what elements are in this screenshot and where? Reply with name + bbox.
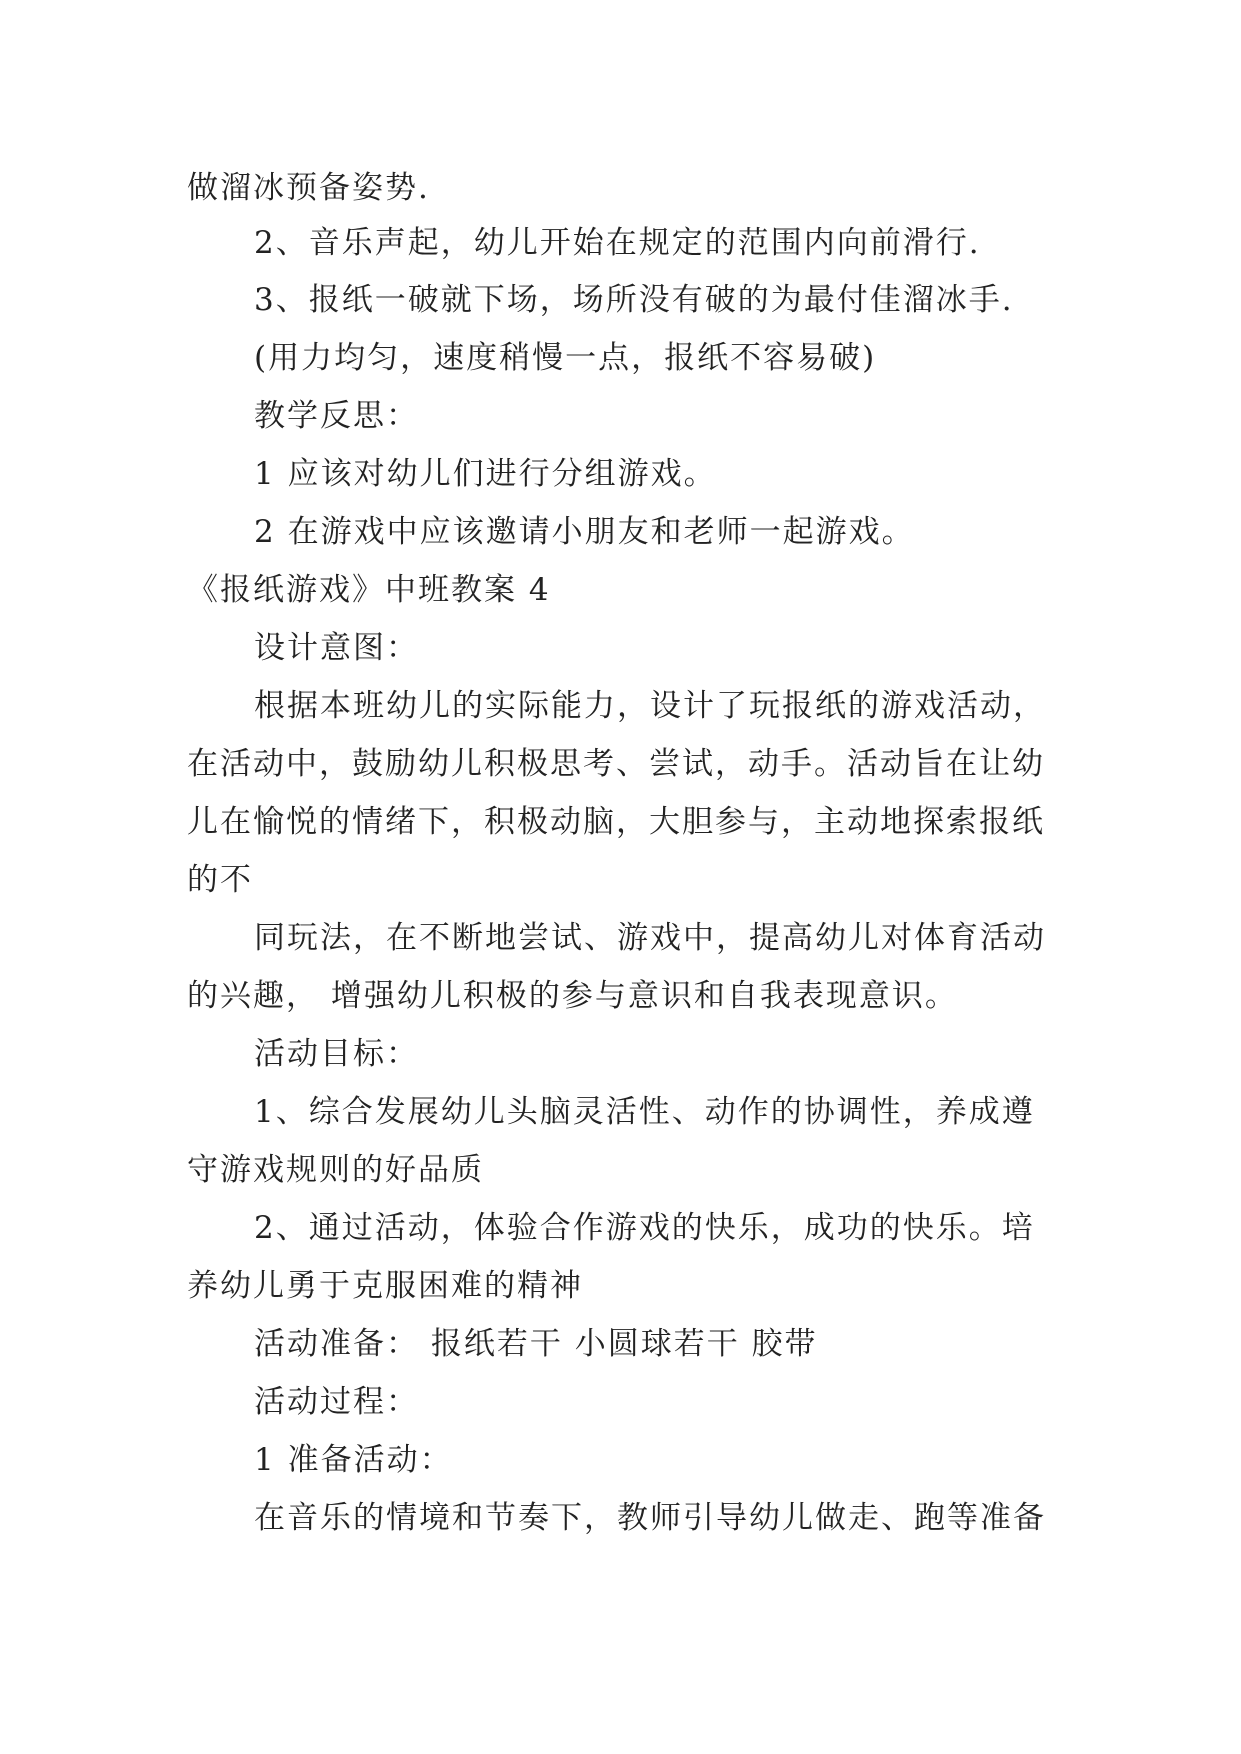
section-heading: 活动目标：	[254, 1036, 419, 1072]
section-heading: 设计意图：	[254, 630, 419, 666]
text-line: 守游戏规则的好品质	[187, 1152, 484, 1188]
text-line: 儿在愉悦的情绪下，积极动脑，大胆参与，主动地探索报纸	[187, 804, 1045, 840]
text-line: 2、音乐声起，幼儿开始在规定的范围内向前滑行.	[254, 225, 981, 261]
text-line: 3、报纸一破就下场，场所没有破的为最付佳溜冰手.	[254, 282, 1014, 318]
text-line: (用力均匀，速度稍慢一点，报纸不容易破)	[254, 340, 877, 376]
text-line: 2 在游戏中应该邀请小朋友和老师一起游戏。	[254, 514, 915, 550]
text-line: 1 应该对幼儿们进行分组游戏。	[254, 456, 717, 492]
text-line: 的不	[187, 862, 253, 898]
section-heading: 教学反思：	[254, 398, 419, 434]
text-line: 的兴趣， 增强幼儿积极的参与意识和自我表现意识。	[187, 978, 958, 1014]
text-line: 1、综合发展幼儿头脑灵活性、动作的协调性，养成遵	[254, 1094, 1035, 1130]
document-title: 《报纸游戏》中班教案 4	[187, 572, 551, 608]
text-line: 在活动中，鼓励幼儿积极思考、尝试，动手。活动旨在让幼	[187, 746, 1045, 782]
text-line: 同玩法，在不断地尝试、游戏中，提高幼儿对体育活动	[254, 920, 1046, 956]
text-line: 活动准备： 报纸若干 小圆球若干 胶带	[254, 1326, 818, 1362]
text-line: 在音乐的情境和节奏下，教师引导幼儿做走、跑等准备	[254, 1500, 1046, 1536]
text-line: 根据本班幼儿的实际能力，设计了玩报纸的游戏活动，	[254, 688, 1046, 724]
section-heading: 活动过程：	[254, 1384, 419, 1420]
text-line: 做溜冰预备姿势.	[187, 170, 430, 206]
text-line: 养幼儿勇于克服困难的精神	[187, 1268, 583, 1304]
text-line: 2、通过活动，体验合作游戏的快乐，成功的快乐。培	[254, 1210, 1035, 1246]
text-line: 1 准备活动：	[254, 1442, 453, 1478]
